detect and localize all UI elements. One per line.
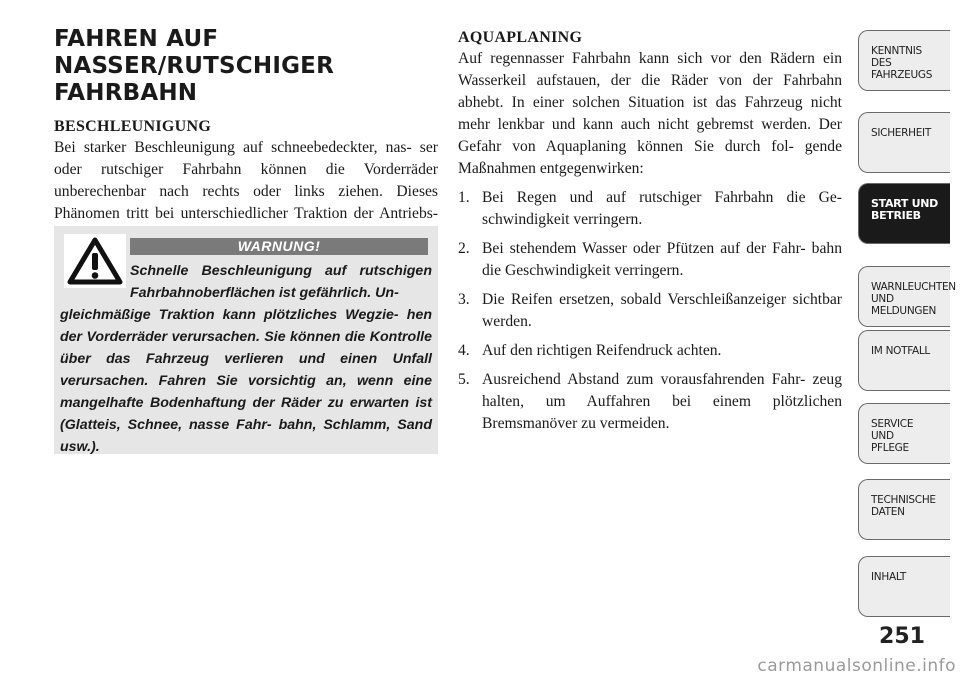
right-column xyxy=(458,28,842,435)
warning-text-first: Schnelle Beschleunigung auf rutschigen Fahrbahnoberflächen ist gefährlich. Un- xyxy=(130,263,432,301)
list-item: 3. Die Reifen ersetzen, sobald Verschleißanzeiger sichtbar werden. xyxy=(458,291,842,330)
tab-inhalt[interactable]: INHALT xyxy=(858,556,950,617)
tab-im-notfall[interactable]: IM NOTFALL xyxy=(858,330,950,391)
list-item: 2. Bei stehendem Wasser oder Pfützen auf der Fahr- bahn die Geschwindigkeit verringern. xyxy=(458,240,842,279)
warning-text-rest: gleichmäßige Traktion kann plötzliches Wegzie- hen der Vorderräder verursachen. Sie können die Kontrolle über das Fahrzeug verlieren und einen Unfall verursachen. Fahren Sie vorsichtig an, wenn eine mangelhafte Bodenhaftung der Räder zu erwarten ist (Glatteis, Schnee, nasse Fahr- bahn, Schlamm, Sand usw.). xyxy=(60,307,432,455)
tab-service-und-pflege[interactable]: SERVICE UND PFLEGE xyxy=(858,403,950,464)
acceleration-paragraph: Bei starker Beschleunigung auf schneebedeckter, nas- ser oder rutschiger Fahrbahn können die Vorderräder unberechenbar nach rechts oder links ziehen. Dieses Phänomen tritt bei unterschiedlicher Traktion der Antriebs- xyxy=(54,139,438,222)
page-title: FAHREN AUF NASSER/RUTSCHIGER FAHRBAHN xyxy=(54,26,334,106)
tab-technische-daten[interactable]: TECHNISCHE DATEN xyxy=(858,479,950,540)
list-item: 1. Bei Regen und auf rutschiger Fahrbahn die Ge- schwindigkeit verringern. xyxy=(458,189,842,228)
tab-warnleuchten-und-meldungen[interactable]: WARNLEUCHTEN UND MELDUNGEN xyxy=(858,266,950,327)
measures-list xyxy=(458,187,842,435)
watermark: carmanualsonline.info xyxy=(757,656,956,676)
tab-kenntnis-des-fahrzeugs[interactable]: KENNTNIS DES FAHRZEUGS xyxy=(858,30,950,91)
warning-box xyxy=(54,226,438,454)
acceleration-heading: BESCHLEUNIGUNG xyxy=(54,118,212,135)
tab-sicherheit[interactable]: SICHERHEIT xyxy=(858,112,950,173)
list-item: 4. Auf den richtigen Reifendruck achten. xyxy=(458,342,722,359)
left-column xyxy=(54,26,438,247)
page-number: 251 xyxy=(879,624,925,649)
tab-start-und-betrieb[interactable]: START UND BETRIEB xyxy=(858,183,950,244)
aquaplaning-paragraph: Auf regennasser Fahrbahn kann sich vor den Rädern ein Wasserkeil aufstauen, der die Räder von der Fahrbahn abhebt. In einer solchen Situation ist das Fahrzeug nicht mehr lenkbar und kann auch nicht gebremst werden. Der Gefahr von Aquaplaning können Sie durch fol- gende Maßnahmen entgegenwirken: xyxy=(458,50,842,177)
list-item: 5. Ausreichend Abstand zum vorausfahrenden Fahr- zeug halten, um Auffahren bei einem plötzlichen Bremsmanöver zu vermeiden. xyxy=(458,371,842,432)
aquaplaning-heading: AQUAPLANING xyxy=(458,29,583,46)
warning-triangle-icon xyxy=(64,234,126,288)
warning-label: WARNUNG! xyxy=(130,238,428,255)
